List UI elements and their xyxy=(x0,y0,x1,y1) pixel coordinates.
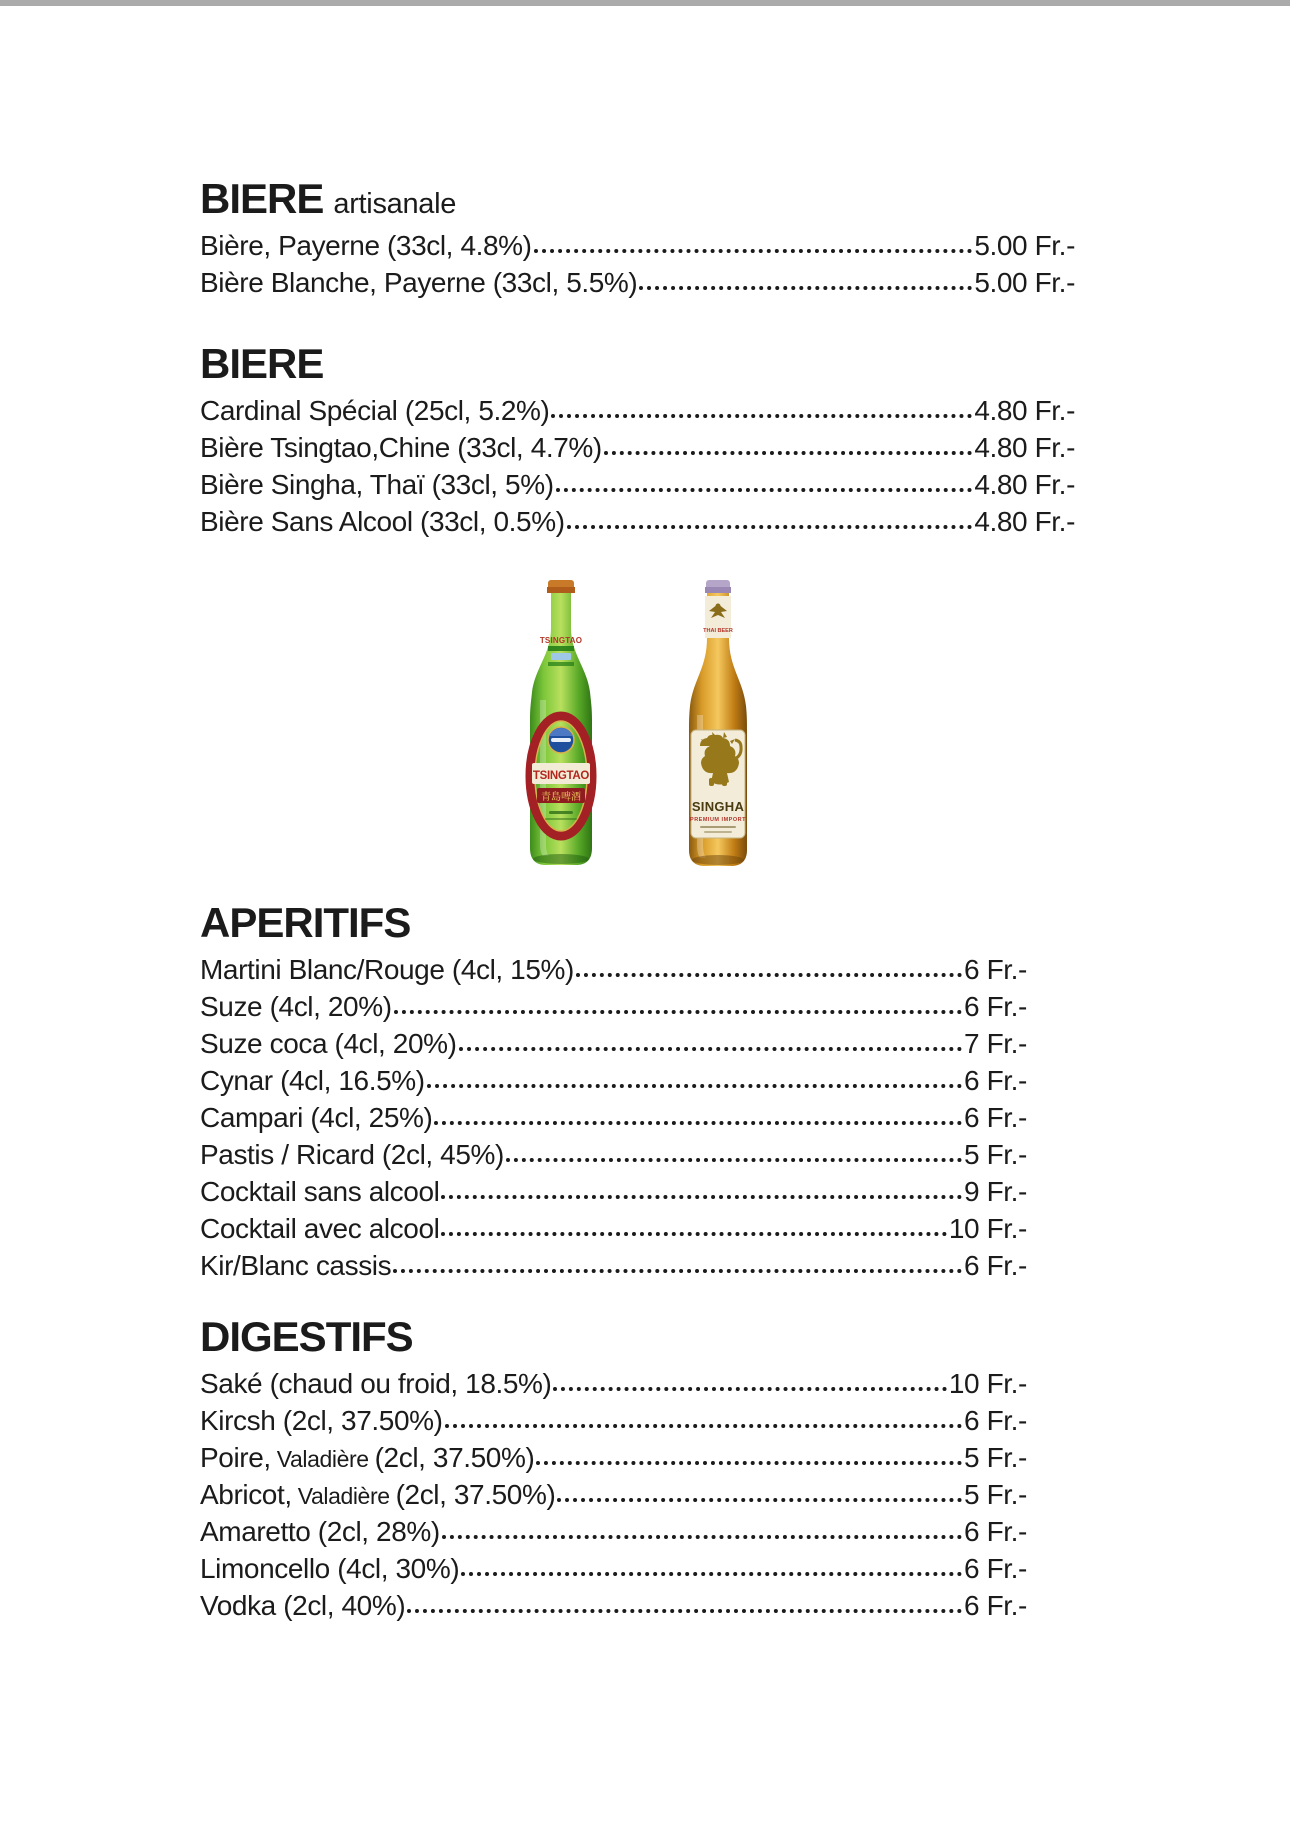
item-name-text: Vodka (2cl, 40%) xyxy=(200,1590,406,1621)
menu-item xyxy=(200,429,1075,466)
dotted-leader xyxy=(441,1232,946,1236)
menu-item xyxy=(200,988,1075,1025)
dotted-leader xyxy=(407,1609,962,1613)
singha-neck-label xyxy=(703,596,733,638)
item-name-text: Saké (chaud ou froid, 18.5%) xyxy=(200,1368,552,1399)
item-price: 4.80 Fr.- xyxy=(974,432,1075,463)
section-items xyxy=(200,951,1075,1284)
tsingtao-chinese-text: 青島啤酒 xyxy=(541,792,581,803)
item-name-text: Pastis / Ricard (2cl, 45%) xyxy=(200,1139,504,1170)
menu-section-aperitifs xyxy=(200,900,1075,1284)
section-title xyxy=(200,900,1075,951)
dotted-leader xyxy=(445,1424,963,1428)
menu-item xyxy=(200,1025,1075,1062)
item-name xyxy=(200,1513,440,1552)
item-name xyxy=(200,1062,425,1101)
item-name-text: Cocktail avec alcool xyxy=(200,1213,440,1244)
section-heading-text: BIERE xyxy=(200,175,324,222)
item-name-text: Limoncello (4cl, 30%) xyxy=(200,1553,460,1584)
item-name-text: Bière, Payerne (33cl, 4.8%) xyxy=(200,230,532,261)
item-price: 5 Fr.- xyxy=(964,1479,1027,1510)
section-heading-text: APERITIFS xyxy=(200,899,411,946)
menu-item xyxy=(200,264,1075,301)
dotted-leader xyxy=(459,1047,962,1051)
item-name xyxy=(200,1402,443,1441)
singha-cap xyxy=(705,580,731,593)
dotted-leader xyxy=(556,488,973,492)
dotted-leader xyxy=(557,1498,962,1502)
item-name xyxy=(200,1136,504,1175)
section-items xyxy=(200,392,1075,540)
menu-item xyxy=(200,1210,1075,1247)
dotted-leader xyxy=(441,1195,962,1199)
section-heading-text: BIERE xyxy=(200,340,324,387)
menu-item xyxy=(200,1365,1075,1402)
item-name xyxy=(200,1210,439,1249)
dotted-leader xyxy=(639,286,972,290)
menu-item xyxy=(200,951,1075,988)
item-price: 6 Fr.- xyxy=(964,954,1027,985)
item-name xyxy=(200,1099,432,1138)
item-name xyxy=(200,392,549,431)
item-price: 6 Fr.- xyxy=(964,1405,1027,1436)
dotted-leader xyxy=(553,1387,946,1391)
item-name-text: Cocktail sans alcool xyxy=(200,1176,440,1207)
item-name-text: Kir/Blanc cassis xyxy=(200,1250,392,1281)
dotted-leader xyxy=(394,1010,962,1014)
item-name xyxy=(200,1439,534,1478)
menu-item xyxy=(200,392,1075,429)
item-name-text: Bière Tsingtao,Chine (33cl, 4.7%) xyxy=(200,432,602,463)
section-heading-suffix: artisanale xyxy=(333,188,457,220)
item-name-text: Bière Sans Alcool (33cl, 0.5%) xyxy=(200,506,565,537)
dotted-leader xyxy=(442,1535,962,1539)
item-name-text: Cardinal Spécial (25cl, 5.2%) xyxy=(200,395,550,426)
menu-item xyxy=(200,1136,1075,1173)
item-name xyxy=(200,227,532,266)
item-name-text: Kircsh (2cl, 37.50%) xyxy=(200,1405,443,1436)
item-price: 5 Fr.- xyxy=(964,1442,1027,1473)
section-title xyxy=(200,1314,1075,1365)
menu-item xyxy=(200,1550,1075,1587)
svg-text:TSINGTAO: TSINGTAO xyxy=(539,636,583,645)
menu-item xyxy=(200,1247,1075,1284)
item-name xyxy=(200,1587,405,1626)
section-heading-text: DIGESTIFS xyxy=(200,1313,413,1360)
item-price: 4.80 Fr.- xyxy=(974,506,1075,537)
dotted-leader xyxy=(551,414,972,418)
section-items xyxy=(200,1365,1075,1624)
item-name xyxy=(200,503,565,542)
item-name-text: Bière Singha, Thaï (33cl, 5%) xyxy=(200,469,554,500)
item-name-after-text: (2cl, 37.50%) xyxy=(374,1442,535,1473)
item-name xyxy=(200,1550,459,1589)
tsingtao-bottle-image xyxy=(518,580,604,868)
menu-item xyxy=(200,466,1075,503)
item-name xyxy=(200,1025,457,1064)
item-name-text: Poire, xyxy=(200,1442,271,1473)
item-name xyxy=(200,988,392,1027)
menu-item xyxy=(200,1439,1075,1476)
item-price: 5 Fr.- xyxy=(964,1139,1027,1170)
menu-section-biere xyxy=(200,341,1075,540)
item-name xyxy=(200,1173,439,1212)
item-name-text: Suze (4cl, 20%) xyxy=(200,991,392,1022)
drinks-menu xyxy=(200,176,1075,1624)
dotted-leader xyxy=(434,1121,962,1125)
item-price: 6 Fr.- xyxy=(964,1065,1027,1096)
item-name xyxy=(200,264,637,303)
dotted-leader xyxy=(604,451,972,455)
beer-bottles-image xyxy=(200,580,1075,868)
dotted-leader xyxy=(567,525,973,529)
item-name-small-text: Valadière xyxy=(297,1483,390,1509)
item-name-small-text: Valadière xyxy=(276,1446,369,1472)
section-title xyxy=(200,176,1075,227)
item-price: 4.80 Fr.- xyxy=(974,469,1075,500)
item-name xyxy=(200,1476,555,1515)
page-top-border xyxy=(0,0,1290,6)
item-price: 10 Fr.- xyxy=(948,1213,1027,1244)
menu-section-biere-artisanale xyxy=(200,176,1075,301)
item-price: 6 Fr.- xyxy=(964,1102,1027,1133)
menu-item xyxy=(200,1062,1075,1099)
item-price: 6 Fr.- xyxy=(964,1516,1027,1547)
dotted-leader xyxy=(576,973,962,977)
dotted-leader xyxy=(534,249,973,253)
menu-item xyxy=(200,1099,1075,1136)
item-name xyxy=(200,1247,391,1286)
item-price: 10 Fr.- xyxy=(948,1368,1027,1399)
tsingtao-brand-text: TSINGTAO xyxy=(532,770,590,782)
item-name-after-text: (2cl, 37.50%) xyxy=(395,1479,556,1510)
menu-item xyxy=(200,227,1075,264)
dotted-leader xyxy=(461,1572,962,1576)
item-name xyxy=(200,429,602,468)
menu-sections xyxy=(200,176,1075,1624)
menu-item xyxy=(200,1513,1075,1550)
item-price: 5.00 Fr.- xyxy=(974,267,1075,298)
item-name xyxy=(200,466,554,505)
item-name xyxy=(200,951,574,990)
singha-neck-text: THAI BEER xyxy=(703,628,733,634)
tsingtao-label xyxy=(530,716,592,836)
item-name-text: Martini Blanc/Rouge (4cl, 15%) xyxy=(200,954,574,985)
item-name-text: Suze coca (4cl, 20%) xyxy=(200,1028,457,1059)
dotted-leader xyxy=(536,1461,962,1465)
section-title xyxy=(200,341,1075,392)
item-name-text: Campari (4cl, 25%) xyxy=(200,1102,433,1133)
singha-label xyxy=(690,730,746,838)
singha-brand-text: SINGHA xyxy=(691,799,745,814)
singha-bottle-image xyxy=(680,580,756,868)
dotted-leader xyxy=(427,1084,962,1088)
item-price: 4.80 Fr.- xyxy=(974,395,1075,426)
item-name-text: Abricot, xyxy=(200,1479,292,1510)
menu-item xyxy=(200,1587,1075,1624)
dotted-leader xyxy=(393,1269,962,1273)
dotted-leader xyxy=(506,1158,962,1162)
item-name xyxy=(200,1365,551,1404)
item-price: 6 Fr.- xyxy=(964,991,1027,1022)
singha-subtitle-text: PREMIUM IMPORT xyxy=(690,817,746,823)
menu-item xyxy=(200,503,1075,540)
menu-section-digestifs xyxy=(200,1314,1075,1624)
item-price: 5.00 Fr.- xyxy=(974,230,1075,261)
item-price: 9 Fr.- xyxy=(964,1176,1027,1207)
item-price: 6 Fr.- xyxy=(964,1250,1027,1281)
menu-item xyxy=(200,1402,1075,1439)
section-items xyxy=(200,227,1075,301)
menu-item xyxy=(200,1476,1075,1513)
item-price: 6 Fr.- xyxy=(964,1590,1027,1621)
item-name-text: Amaretto (2cl, 28%) xyxy=(200,1516,440,1547)
item-price: 6 Fr.- xyxy=(964,1553,1027,1584)
item-price: 7 Fr.- xyxy=(964,1028,1027,1059)
tsingtao-cap xyxy=(547,580,575,593)
item-name-text: Bière Blanche, Payerne (33cl, 5.5%) xyxy=(200,267,638,298)
menu-item xyxy=(200,1173,1075,1210)
item-name-text: Cynar (4cl, 16.5%) xyxy=(200,1065,425,1096)
